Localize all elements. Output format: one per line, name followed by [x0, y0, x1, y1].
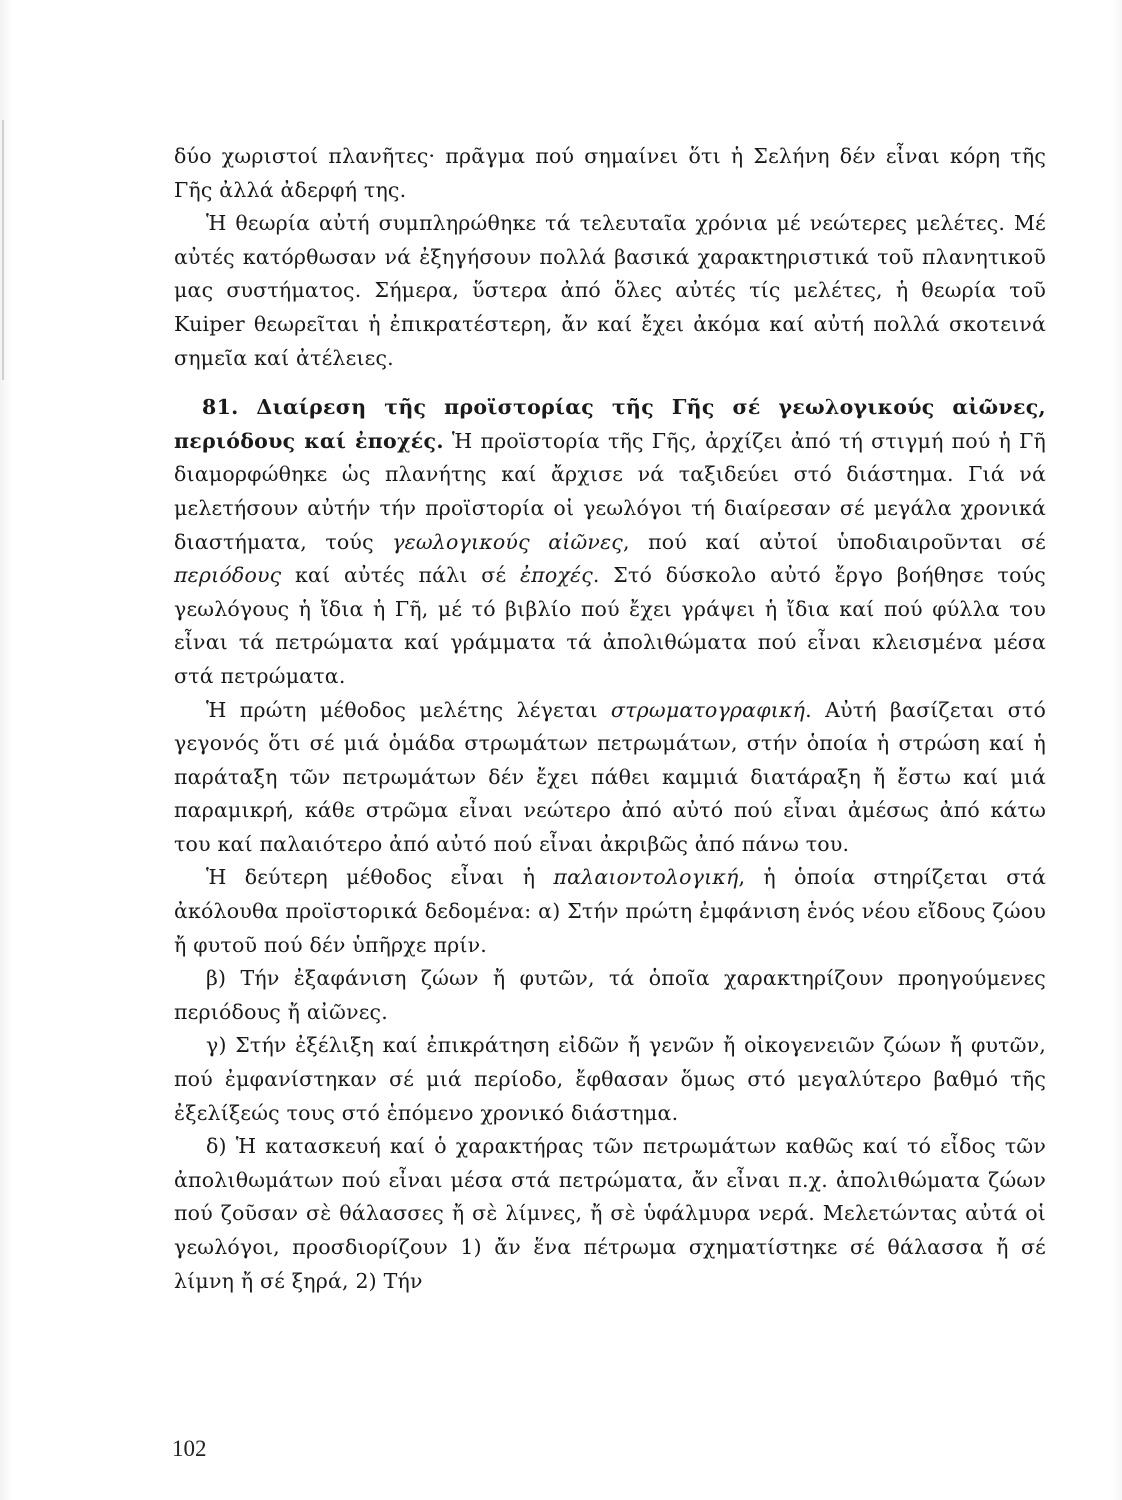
term-paleontological: παλαιοντολογική — [553, 865, 739, 890]
text-run: Ἡ δεύτερη μέθοδος εἶναι ἡ — [206, 865, 554, 890]
term-geological-eons: γεωλογικούς αἰῶνες — [392, 529, 623, 554]
paragraph-item-b: β) Τήν ἐξαφάνιση ζώων ἤ φυτῶν, τά ὁποῖα χαρακτηρίζουν προηγούμενες περιόδους ἤ αἰῶνες. — [174, 966, 1046, 1024]
page-binding-edge — [2, 120, 4, 380]
paragraph-stratigraphy — [174, 694, 1046, 862]
paragraph-item-c: γ) Στήν ἐξέλιξη καί ἐπικράτηση εἰδῶν ἤ γενῶν ἤ οἰκογενειῶν ζώων ἤ φυτῶν, πού ἐμφανίστηκαν σέ μιά περίοδο, ἔφθασαν ὅμως στό μεγαλύτερο βαθμό τῆς ἐξελίξεώς τους στό ἑπόμενο χρονικό διάστημα. — [174, 1033, 1046, 1125]
text-run: . Αὐτή βασίζεται στό γεγονός ὅτι σέ μιά ὁμάδα στρωμάτων πετρωμάτων, στήν ὁποία ἡ στρώση καί ἡ παράταξη τῶν πετρωμάτων δέν ἔχει πάθει καμμιά διατάραξη ἤ ἔστω καί μιά παραμικρή, κάθε στρῶμα εἶναι νεώτερο ἀπό αὐτό πού εἶναι ἀμέσως ἀπό κάτω του καί παλαιότερο ἀπό αὐτό πού εἶναι ἀκριβῶς ἀπό πάνω του. — [174, 697, 1046, 856]
text-run: καί αὐτές πάλι σέ — [281, 563, 520, 588]
text-run: . Στό δύσκολο αὐτό ἔργο βοήθησε τούς γεωλόγους ἡ ἴδια ἡ Γῆ, μέ τό βιβλίο πού ἔχει γράψει ἡ ἴδια καί πού φύλλα του εἶναι τά πετρώματα καί γράμματα τά ἀπολιθώματα πού εἶναι κλεισμένα μέσα στά πετρώματα. — [174, 563, 1046, 688]
body-text — [174, 140, 1046, 1298]
term-epochs: ἐποχές — [519, 563, 593, 588]
section-81 — [174, 391, 1046, 693]
paragraph-paleontology — [174, 861, 1046, 962]
term-periods: περιόδους — [174, 563, 282, 588]
text-run: Ἡ πρώτη μέθοδος μελέτης λέγεται — [206, 697, 611, 722]
paragraph-continuation: δύο χωριστοί πλανῆτες· πρᾶγμα πού σημαίνει ὅτι ἡ Σελήνη δέν εἶναι κόρη τῆς Γῆς ἀλλά ἀδερφή της. — [174, 144, 1046, 202]
term-stratigraphic: στρωματογραφική — [610, 697, 806, 722]
section-heading: 81. Διαίρεση τῆς προϊστορίας τῆς Γῆς σέ γεωλογικούς αἰῶνες, περιόδους καί ἐποχές. — [174, 395, 1046, 453]
text-run: , ἡ ὁποία στηρίζεται στά ἀκόλουθα προϊστορικά δεδομένα: α) Στήν πρώτη ἐμφάνιση ἑνός νέου εἴδους ζώου ἤ φυτοῦ πού δέν ὑπῆρχε πρίν. — [174, 865, 1046, 957]
page-number: 102 — [172, 1436, 207, 1461]
text-run: , πού καί αὐτοί ὑποδιαιροῦνται σέ — [622, 529, 1046, 554]
text-run: Ἡ προϊστορία τῆς Γῆς, ἀρχίζει ἀπό τή στιγμή πού ἡ Γῆ διαμορφώθηκε ὡς πλανήτης καί ἄρχισε νά ταξιδεύει στό διάστημα. Γιά νά μελετήσουν αὐτήν τήν προϊστορία οἱ γεωλόγοι τή διαίρεσαν σέ μεγάλα χρονικά διαστήματα, τούς — [174, 428, 1046, 554]
paragraph-kuiper-theory: Ἡ θεωρία αὐτή συμπληρώθηκε τά τελευταῖα χρόνια μέ νεώτερες μελέτες. Μέ αὐτές κατόρθωσαν νά ἐξηγήσουν πολλά βασικά χαρακτηριστικά τοῦ πλανητικοῦ μας συστήματος. Σήμερα, ὕστερα ἀπό ὅλες αὐτές τίς μελέτες, ἡ θεωρία τοῦ Kuiper θεωρεῖται ἡ ἐπικρατέστερη, ἄν καί ἔχει ἀκόμα καί αὐτή πολλά σκοτεινά σημεῖα καί ἀτέλειες. — [174, 211, 1046, 370]
paragraph-item-d: δ) Ἡ κατασκευή καί ὁ χαρακτήρας τῶν πετρωμάτων καθῶς καί τό εἶδος τῶν ἀπολιθωμάτων πού εἶναι μέσα στά πετρώματα, ἄν εἶναι π.χ. ἀπολιθώματα ζώων πού ζοῦσαν σὲ θάλασσες ἤ σὲ λίμνες, ἤ σὲ ὑφάλμυρα νερά. Μελετώντας αὐτά οἱ γεωλόγοι, προσδιορίζουν 1) ἄν ἕνα πέτρωμα σχηματίστηκε σέ θάλασσα ἤ σέ λίμνη ἤ σέ ξηρά, 2) Τήν — [174, 1134, 1046, 1293]
